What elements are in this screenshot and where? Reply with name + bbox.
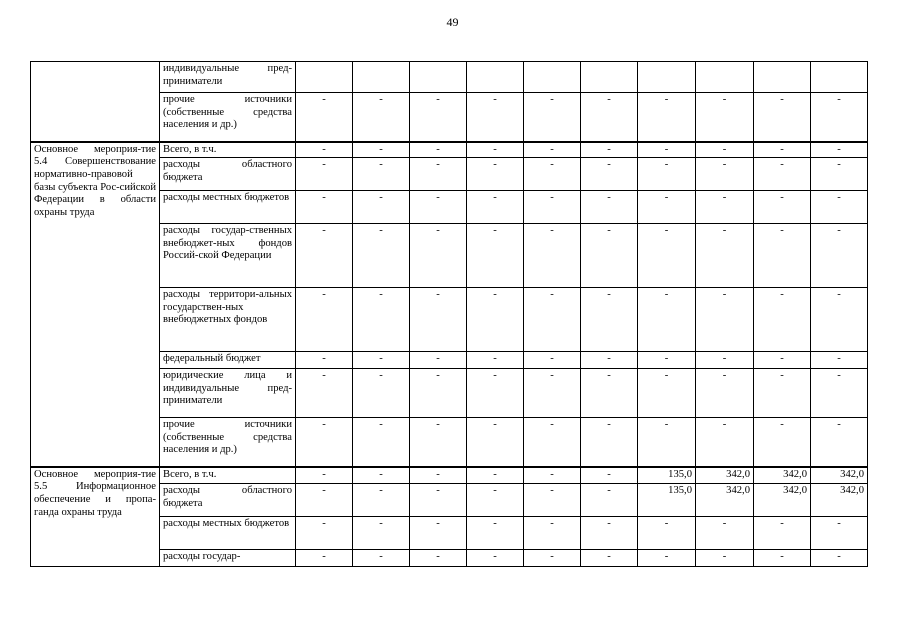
- value-cell: -: [467, 352, 524, 369]
- table-row: [31, 467, 868, 484]
- value-cell: -: [811, 142, 868, 158]
- value-cell: -: [296, 484, 353, 517]
- value-cell: -: [353, 369, 410, 418]
- value-cell: 342,0: [696, 467, 754, 484]
- value-cell: -: [296, 352, 353, 369]
- value-cell: -: [811, 352, 868, 369]
- value-cell: -: [754, 369, 811, 418]
- value-cell: -: [296, 224, 353, 288]
- value-cell: -: [811, 158, 868, 191]
- value-cell: -: [524, 158, 581, 191]
- value-cell: -: [467, 517, 524, 550]
- funding-source-cell: расходы местных бюджетов: [160, 191, 296, 224]
- value-cell: -: [410, 369, 467, 418]
- value-cell: -: [467, 484, 524, 517]
- value-cell: -: [524, 369, 581, 418]
- value-cell: -: [581, 369, 638, 418]
- value-cell: -: [581, 418, 638, 467]
- value-cell: 135,0: [638, 467, 696, 484]
- value-cell: -: [296, 517, 353, 550]
- value-cell: -: [638, 288, 696, 352]
- value-cell: -: [296, 550, 353, 567]
- value-cell: 342,0: [754, 467, 811, 484]
- value-cell: -: [696, 142, 754, 158]
- value-cell: -: [410, 158, 467, 191]
- value-cell: -: [581, 93, 638, 142]
- value-cell: [296, 62, 353, 93]
- value-cell: [754, 62, 811, 93]
- value-cell: -: [581, 158, 638, 191]
- funding-source-cell: федеральный бюджет: [160, 352, 296, 369]
- value-cell: [696, 62, 754, 93]
- funding-source-cell: расходы местных бюджетов: [160, 517, 296, 550]
- value-cell: -: [811, 418, 868, 467]
- value-cell: -: [524, 93, 581, 142]
- value-cell: -: [410, 142, 467, 158]
- value-cell: -: [524, 224, 581, 288]
- value-cell: -: [581, 484, 638, 517]
- value-cell: -: [467, 550, 524, 567]
- value-cell: -: [581, 288, 638, 352]
- value-cell: -: [581, 550, 638, 567]
- value-cell: -: [638, 191, 696, 224]
- value-cell: -: [524, 191, 581, 224]
- value-cell: -: [353, 484, 410, 517]
- funding-source-cell: прочие источники (собственные средства населения и др.): [160, 93, 296, 142]
- value-cell: -: [296, 467, 353, 484]
- value-cell: -: [811, 93, 868, 142]
- value-cell: -: [410, 352, 467, 369]
- value-cell: -: [296, 93, 353, 142]
- value-cell: -: [467, 191, 524, 224]
- value-cell: -: [754, 158, 811, 191]
- value-cell: -: [638, 369, 696, 418]
- value-cell: [638, 62, 696, 93]
- value-cell: -: [638, 517, 696, 550]
- value-cell: -: [581, 142, 638, 158]
- value-cell: -: [754, 93, 811, 142]
- value-cell: -: [410, 418, 467, 467]
- value-cell: -: [581, 224, 638, 288]
- value-cell: [353, 62, 410, 93]
- value-cell: -: [696, 224, 754, 288]
- value-cell: 135,0: [638, 484, 696, 517]
- value-cell: -: [410, 484, 467, 517]
- value-cell: -: [353, 550, 410, 567]
- value-cell: -: [467, 467, 524, 484]
- value-cell: 342,0: [754, 484, 811, 517]
- value-cell: -: [524, 467, 581, 484]
- value-cell: -: [467, 142, 524, 158]
- value-cell: -: [467, 93, 524, 142]
- value-cell: -: [467, 369, 524, 418]
- value-cell: -: [353, 191, 410, 224]
- value-cell: -: [696, 550, 754, 567]
- value-cell: -: [754, 142, 811, 158]
- value-cell: -: [811, 550, 868, 567]
- value-cell: -: [410, 467, 467, 484]
- value-cell: -: [754, 224, 811, 288]
- value-cell: -: [638, 352, 696, 369]
- value-cell: -: [638, 158, 696, 191]
- value-cell: -: [524, 517, 581, 550]
- value-cell: -: [467, 288, 524, 352]
- value-cell: -: [754, 418, 811, 467]
- value-cell: -: [696, 352, 754, 369]
- value-cell: -: [353, 352, 410, 369]
- table-row: [31, 142, 868, 158]
- value-cell: -: [296, 418, 353, 467]
- funding-source-cell: прочие источники (собственные средства населения и др.): [160, 418, 296, 467]
- value-cell: -: [696, 288, 754, 352]
- value-cell: -: [296, 158, 353, 191]
- value-cell: -: [696, 93, 754, 142]
- value-cell: -: [696, 158, 754, 191]
- value-cell: -: [353, 467, 410, 484]
- value-cell: -: [581, 517, 638, 550]
- value-cell: -: [754, 288, 811, 352]
- funding-table: [30, 61, 868, 567]
- value-cell: -: [754, 191, 811, 224]
- value-cell: [467, 62, 524, 93]
- value-cell: -: [296, 369, 353, 418]
- value-cell: -: [296, 288, 353, 352]
- value-cell: -: [754, 517, 811, 550]
- value-cell: -: [581, 352, 638, 369]
- value-cell: -: [353, 93, 410, 142]
- value-cell: -: [638, 224, 696, 288]
- page-number: 49: [446, 15, 459, 29]
- value-cell: -: [467, 158, 524, 191]
- value-cell: -: [754, 352, 811, 369]
- value-cell: -: [524, 550, 581, 567]
- funding-source-cell: расходы государ-ственных внебюджет-ных фондов Россий-ской Федерации: [160, 224, 296, 288]
- value-cell: -: [410, 93, 467, 142]
- value-cell: 342,0: [811, 484, 868, 517]
- value-cell: -: [811, 288, 868, 352]
- value-cell: [410, 62, 467, 93]
- value-cell: -: [353, 224, 410, 288]
- value-cell: -: [638, 93, 696, 142]
- value-cell: -: [696, 517, 754, 550]
- value-cell: -: [410, 517, 467, 550]
- value-cell: -: [524, 352, 581, 369]
- funding-source-cell: расходы территори-альных государствен-ных внебюджетных фондов: [160, 288, 296, 352]
- measure-name-cell: Основное мероприя-тие 5.5 Информационное обеспечение и пропа-ганда охраны труда: [31, 467, 160, 567]
- value-cell: -: [410, 288, 467, 352]
- value-cell: -: [638, 550, 696, 567]
- value-cell: [524, 62, 581, 93]
- value-cell: -: [524, 142, 581, 158]
- value-cell: -: [696, 369, 754, 418]
- value-cell: 342,0: [696, 484, 754, 517]
- value-cell: -: [353, 158, 410, 191]
- value-cell: -: [296, 142, 353, 158]
- value-cell: -: [410, 550, 467, 567]
- value-cell: -: [524, 484, 581, 517]
- value-cell: 342,0: [811, 467, 868, 484]
- value-cell: -: [581, 191, 638, 224]
- value-cell: [811, 62, 868, 93]
- value-cell: -: [638, 418, 696, 467]
- value-cell: -: [296, 191, 353, 224]
- funding-source-cell: расходы государ-: [160, 550, 296, 567]
- value-cell: -: [353, 288, 410, 352]
- value-cell: -: [581, 467, 638, 484]
- value-cell: -: [754, 550, 811, 567]
- funding-source-cell: юридические лица и индивидуальные пред-приниматели: [160, 369, 296, 418]
- value-cell: -: [353, 142, 410, 158]
- value-cell: -: [811, 224, 868, 288]
- measure-name-cell: [31, 62, 160, 142]
- value-cell: -: [524, 288, 581, 352]
- value-cell: -: [467, 224, 524, 288]
- funding-source-cell: Всего, в т.ч.: [160, 142, 296, 158]
- value-cell: -: [638, 142, 696, 158]
- funding-source-cell: расходы областного бюджета: [160, 158, 296, 191]
- value-cell: -: [410, 224, 467, 288]
- value-cell: -: [811, 517, 868, 550]
- value-cell: -: [467, 418, 524, 467]
- measure-name-cell: Основное мероприя-тие 5.4 Совершенствование нормативно-правовой базы субъекта Рос-сийской Федерации в области охраны труда: [31, 142, 160, 467]
- table-row: [31, 62, 868, 93]
- value-cell: -: [811, 191, 868, 224]
- value-cell: -: [696, 418, 754, 467]
- value-cell: -: [524, 418, 581, 467]
- funding-source-cell: Всего, в т.ч.: [160, 467, 296, 484]
- table-body: [31, 62, 868, 567]
- value-cell: -: [353, 418, 410, 467]
- value-cell: -: [353, 517, 410, 550]
- value-cell: [581, 62, 638, 93]
- value-cell: -: [696, 191, 754, 224]
- value-cell: -: [410, 191, 467, 224]
- funding-source-cell: индивидуальные пред-приниматели: [160, 62, 296, 93]
- funding-source-cell: расходы областного бюджета: [160, 484, 296, 517]
- value-cell: -: [811, 369, 868, 418]
